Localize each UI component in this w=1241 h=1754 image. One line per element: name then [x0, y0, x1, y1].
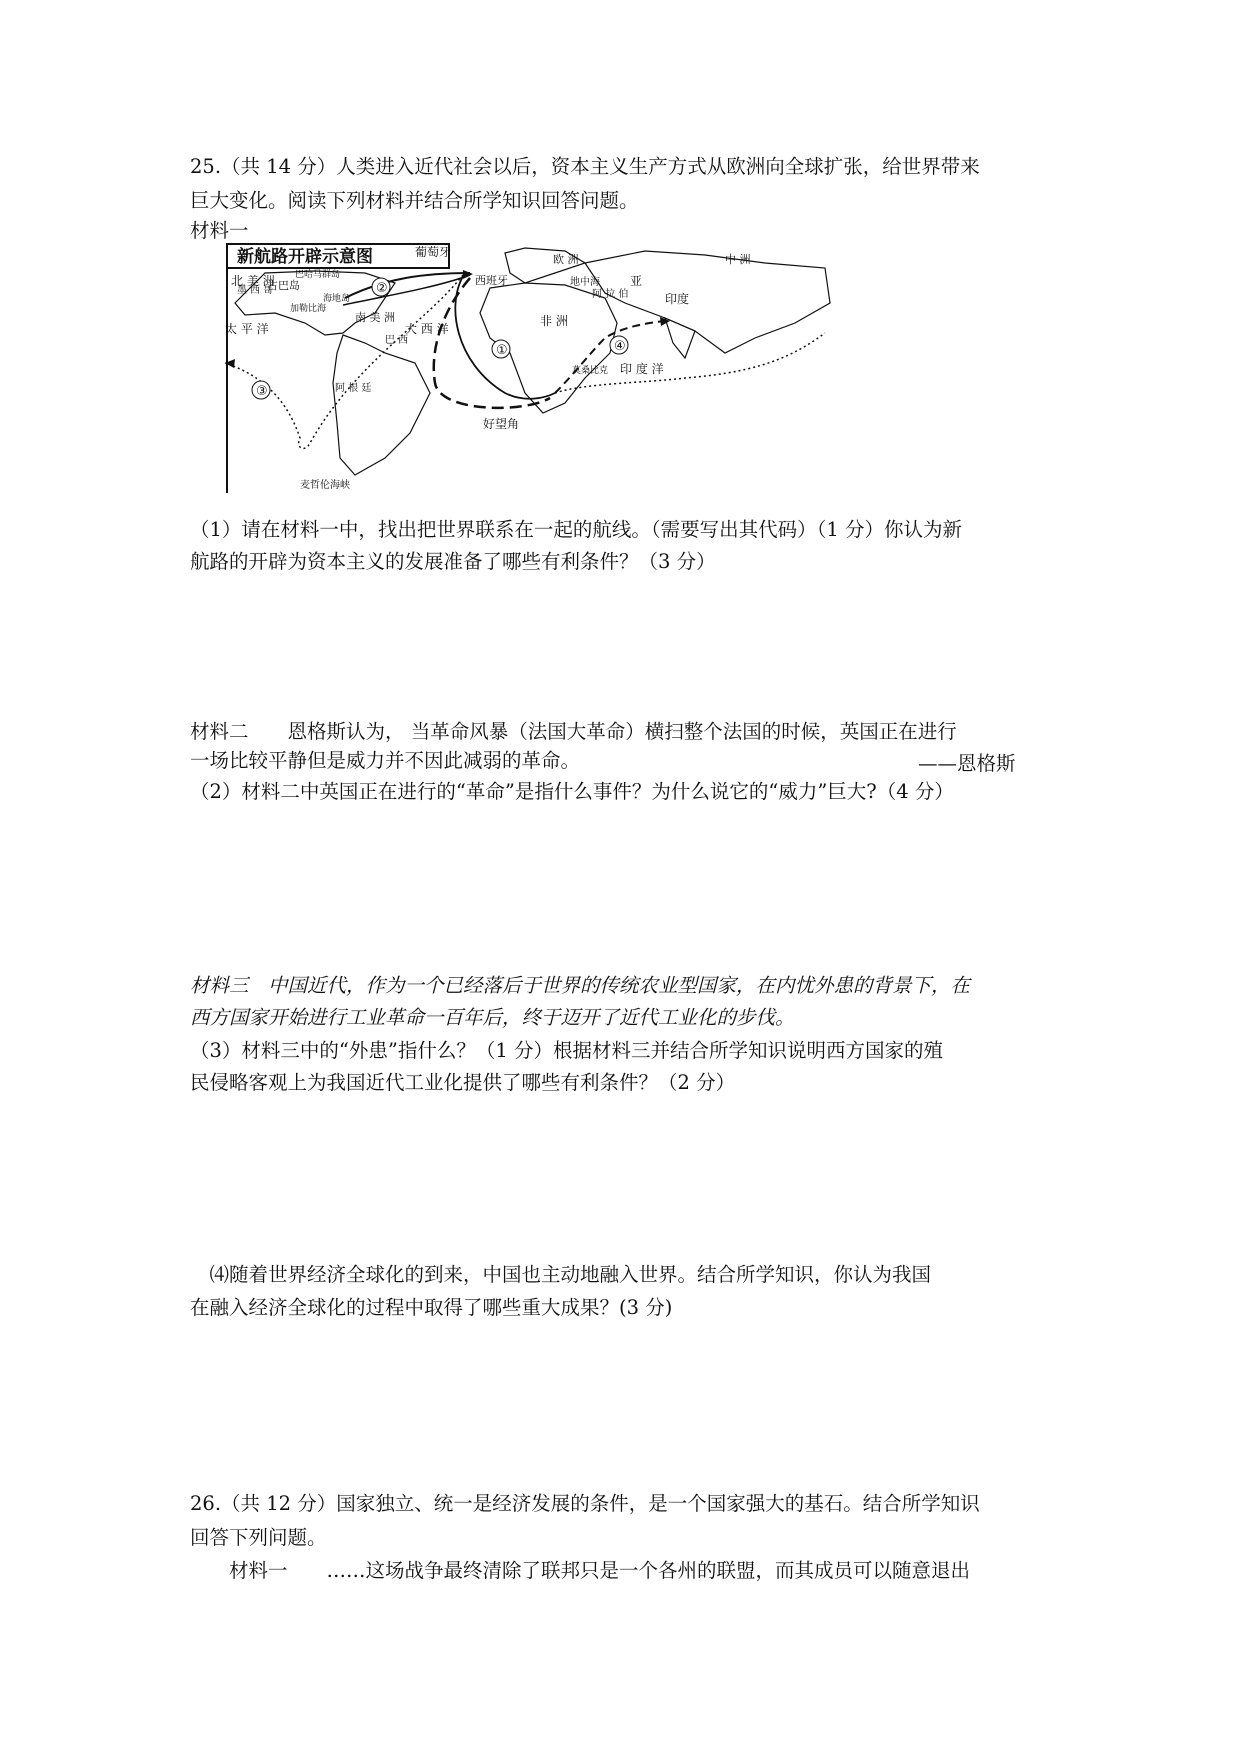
label-india: 印度 [665, 292, 690, 306]
q25-4-line2: 在融入经济全球化的过程中取得了哪些重大成果？(3 分) [190, 1296, 673, 1319]
q26-stem-line1: 26.（共 12 分）国家独立、统一是经济发展的条件，是一个国家强大的基石。结合所学知识 [190, 1492, 980, 1515]
label-europe: 欧 洲 [553, 253, 579, 266]
label-china: 中 洲 [725, 253, 751, 266]
q25-3-line1: （3）材料三中的“外患”指什么？（1 分）根据材料三并结合所学知识说明西方国家的殖 [190, 1039, 943, 1062]
material3-line2: 西方国家开始进行工业革命一百年后，终于迈开了近代工业化的步伐。 [190, 1006, 795, 1029]
label-haiti: 海地岛 [323, 294, 351, 304]
label-africa: 非 洲 [540, 314, 568, 328]
material3-line1: 材料三 中国近代，作为一个已经落后于世界的传统农业型国家，在内忧外患的背景下，在 [190, 974, 971, 997]
material2-line1: 材料二 恩格斯认为， 当革命风暴（法国大革命）横扫整个法国的时候，英国正在进行 [190, 720, 957, 743]
label-south-america: 南 美 洲 [355, 311, 395, 324]
label-spain: 西班牙 [475, 274, 508, 287]
q25-4-line1: ⑷随着世界经济全球化的到来，中国也主动地融入世界。结合所学知识，你认为我国 [190, 1263, 932, 1286]
label-arabia: 阿 拉 伯 [592, 289, 629, 300]
label-argentina: 阿 根 廷 [335, 383, 372, 394]
label-asia: 亚 [630, 274, 643, 288]
label-mozambique: 莫桑比克 [572, 366, 609, 376]
material2-line2: 一场比较平静但是威力并不因此减弱的革命。 [190, 749, 581, 772]
q25-2: （2）材料二中英国正在进行的“革命”是指什么事件？为什么说它的“威力”巨大?（4 分） [190, 780, 954, 803]
label-indian-ocean: 印 度 洋 [620, 362, 664, 376]
route-marker-3: ③ [256, 384, 268, 399]
label-magellan: 麦哲伦海峡 [300, 480, 350, 491]
label-pacific: 太 平 洋 [225, 322, 269, 336]
q25-stem-line1: 25.（共 14 分）人类进入近代社会以后，资本主义生产方式从欧洲向全球扩张，给世界带来 [190, 155, 980, 178]
label-cape: 好望角 [483, 417, 520, 431]
label-caribbean-sea: 加勒比海 [290, 304, 327, 314]
route-marker-4: ④ [614, 339, 626, 354]
route-marker-1: ① [496, 343, 508, 358]
q26-material1: 材料一 ……这场战争最终清除了联邦只是一个各州的联盟，而其成员可以随意退出 [190, 1559, 971, 1582]
q25-3-line2: 民侵略客观上为我国近代工业化提供了哪些有利条件？（2 分） [190, 1071, 736, 1094]
new-sea-routes-map [225, 243, 835, 493]
label-brazil: 巴 西 [385, 335, 409, 346]
q26-stem-line2: 回答下列问题。 [190, 1526, 327, 1549]
q25-1-line1: （1）请在材料一中，找出把世界联系在一起的航线。（需要写出其代码）（1 分）你认为新 [190, 518, 963, 541]
q25-1-line2: 航路的开辟为资本主义的发展准备了哪些有利条件？（3 分） [190, 550, 716, 573]
label-mexico: 墨 西 哥 [237, 285, 274, 296]
route-marker-2: ② [376, 281, 388, 296]
label-atlantic: 大 西 洋 [405, 322, 449, 336]
material1-label: 材料一 [190, 219, 249, 242]
label-cuba: 古巴岛 [267, 279, 300, 292]
label-med: 地中海 [570, 277, 600, 288]
material2-source: ——恩格斯 [918, 752, 1016, 775]
label-portugal: 葡萄牙 [415, 245, 452, 259]
label-caribbean: 巴哈马群岛 [295, 270, 341, 280]
q25-stem-line2: 巨大变化。阅读下列材料并结合所学知识回答问题。 [190, 189, 639, 212]
map-title: 新航路开辟示意图 [237, 247, 373, 267]
label-north-america: 北 美 洲 [231, 274, 275, 288]
